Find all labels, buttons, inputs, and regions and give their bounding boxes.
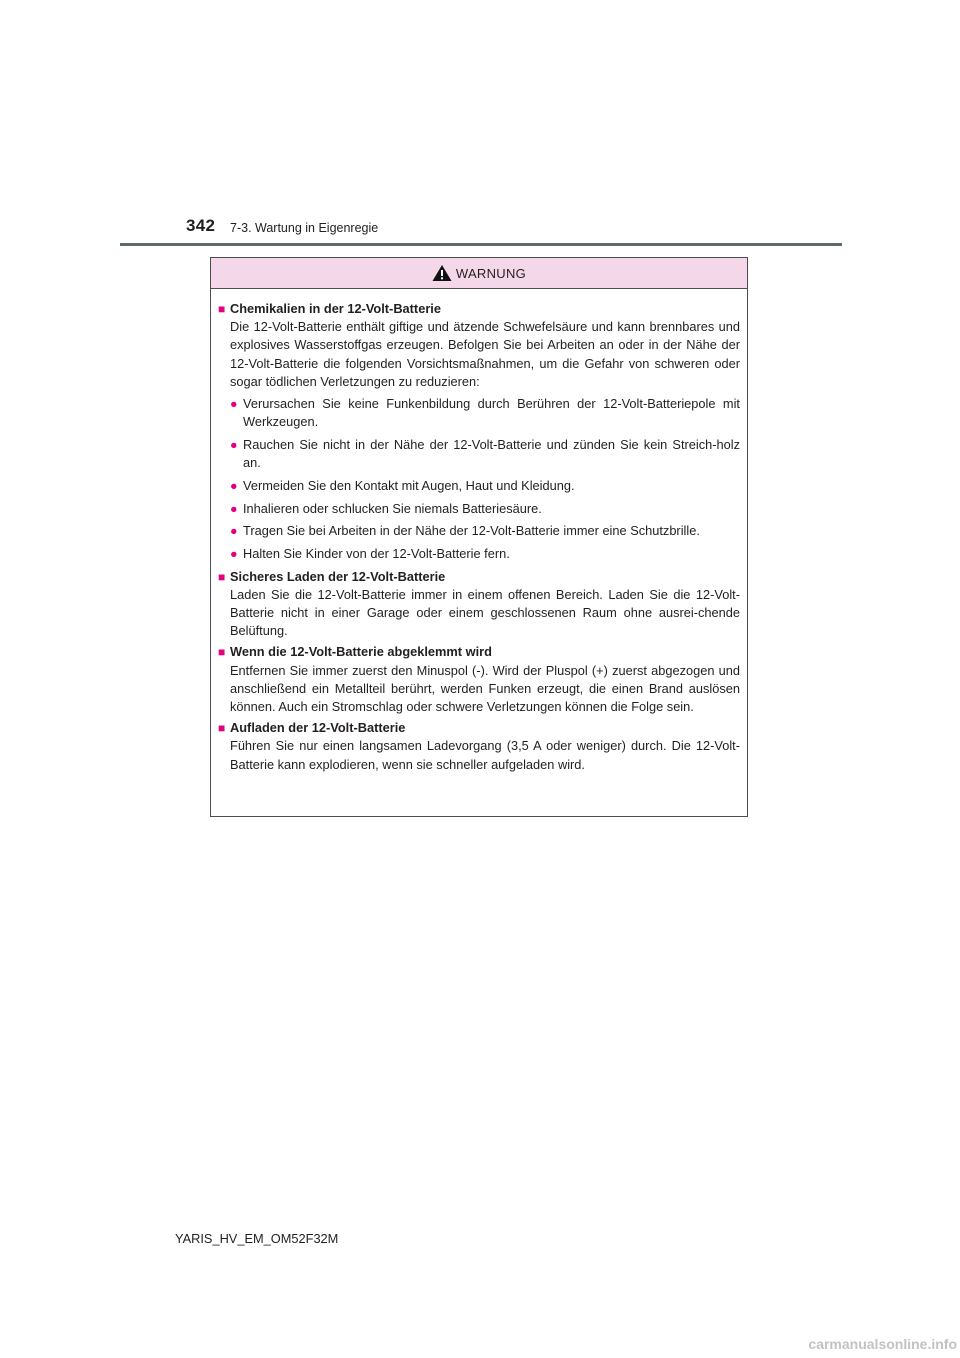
section-title: 7-3. Wartung in Eigenregie bbox=[230, 221, 379, 235]
warning-body bbox=[211, 289, 747, 774]
section-paragraph: Laden Sie die 12-Volt-Batterie immer in einem offenen Bereich. Laden Sie die 12-Volt-Batterie nicht in einer Garage oder einem geschlossenen Raum ohne ausrei-chende Belüftung. bbox=[230, 586, 740, 639]
warning-section bbox=[218, 568, 740, 641]
page-number: 342 bbox=[186, 216, 216, 235]
circle-bullet-icon: ● bbox=[230, 478, 238, 493]
bullet-text: Halten Sie Kinder von der 12-Volt-Batterie fern. bbox=[243, 545, 510, 561]
section-heading-text: Aufladen der 12-Volt-Batterie bbox=[230, 720, 406, 736]
warning-section bbox=[218, 300, 740, 563]
bullet-text: Rauchen Sie nicht in der Nähe der 12-Volt-Batterie und zünden Sie kein Streich-holz an. bbox=[243, 436, 740, 471]
section-paragraph: Die 12-Volt-Batterie enthält giftige und ätzende Schwefelsäure und kann brennbares und explosives Wasserstoffgas erzeugen. Befolgen Sie bei Arbeiten an oder in der Nähe der 12-Volt-Batterie die folgenden Vorsichtsmaßnahmen, um die Gefahr von schweren oder sogar tödlichen Verletzungen zu reduzieren: bbox=[230, 319, 740, 389]
circle-bullet-icon: ● bbox=[230, 501, 238, 516]
square-bullet-icon: ■ bbox=[218, 569, 226, 584]
section-heading-text: Wenn die 12-Volt-Batterie abgeklemmt wird bbox=[230, 644, 492, 660]
square-bullet-icon: ■ bbox=[218, 645, 226, 660]
circle-bullet-icon: ● bbox=[230, 524, 238, 539]
section-heading-text: Sicheres Laden der 12-Volt-Batterie bbox=[230, 568, 446, 584]
section-heading bbox=[218, 643, 740, 661]
list-item bbox=[230, 436, 740, 472]
warning-box bbox=[210, 257, 748, 817]
warning-section bbox=[218, 643, 740, 716]
section-paragraph: Entfernen Sie immer zuerst den Minuspol (-). Wird der Pluspol (+) zuerst abgezogen und anschließend ein Metallteil berührt, werden Funken erzeugt, die einen Brand auslösen können. Auch ein Stromschlag oder schwere Verletzungen können die Folge sein. bbox=[230, 662, 740, 715]
warning-title: WARNUNG bbox=[455, 266, 527, 281]
circle-bullet-icon: ● bbox=[230, 546, 238, 561]
list-item bbox=[230, 522, 740, 540]
warning-section bbox=[218, 719, 740, 774]
list-item bbox=[230, 395, 740, 431]
document-code: YARIS_HV_EM_OM52F32M bbox=[175, 1231, 339, 1246]
square-bullet-icon: ■ bbox=[218, 721, 226, 736]
section-heading bbox=[218, 568, 740, 586]
warning-triangle-icon bbox=[432, 264, 452, 282]
header-rule bbox=[120, 243, 842, 246]
bullet-text: Vermeiden Sie den Kontakt mit Augen, Haut und Kleidung. bbox=[243, 477, 575, 493]
section-heading bbox=[218, 719, 740, 737]
list-item bbox=[230, 477, 740, 495]
list-item bbox=[230, 545, 740, 563]
section-paragraph: Führen Sie nur einen langsamen Ladevorgang (3,5 A oder weniger) durch. Die 12-Volt-Batterie kann explodieren, wenn sie schneller aufgeladen wird. bbox=[230, 738, 740, 772]
bullet-text: Verursachen Sie keine Funkenbildung durch Berühren der 12-Volt-Batteriepole mit Werkzeugen. bbox=[243, 396, 740, 430]
bullet-list bbox=[218, 395, 740, 563]
section-heading bbox=[218, 300, 740, 318]
warning-header bbox=[211, 258, 747, 289]
watermark-logo: carmanualsonline.info bbox=[808, 1336, 957, 1352]
section-heading-text: Chemikalien in der 12-Volt-Batterie bbox=[230, 301, 441, 316]
list-item bbox=[230, 500, 740, 518]
square-bullet-icon: ■ bbox=[218, 302, 226, 316]
circle-bullet-icon: ● bbox=[230, 437, 238, 452]
bullet-text: Inhalieren oder schlucken Sie niemals Batteriesäure. bbox=[243, 500, 542, 516]
circle-bullet-icon: ● bbox=[230, 397, 238, 412]
bullet-text: Tragen Sie bei Arbeiten in der Nähe der 12-Volt-Batterie immer eine Schutzbrille. bbox=[243, 523, 700, 539]
